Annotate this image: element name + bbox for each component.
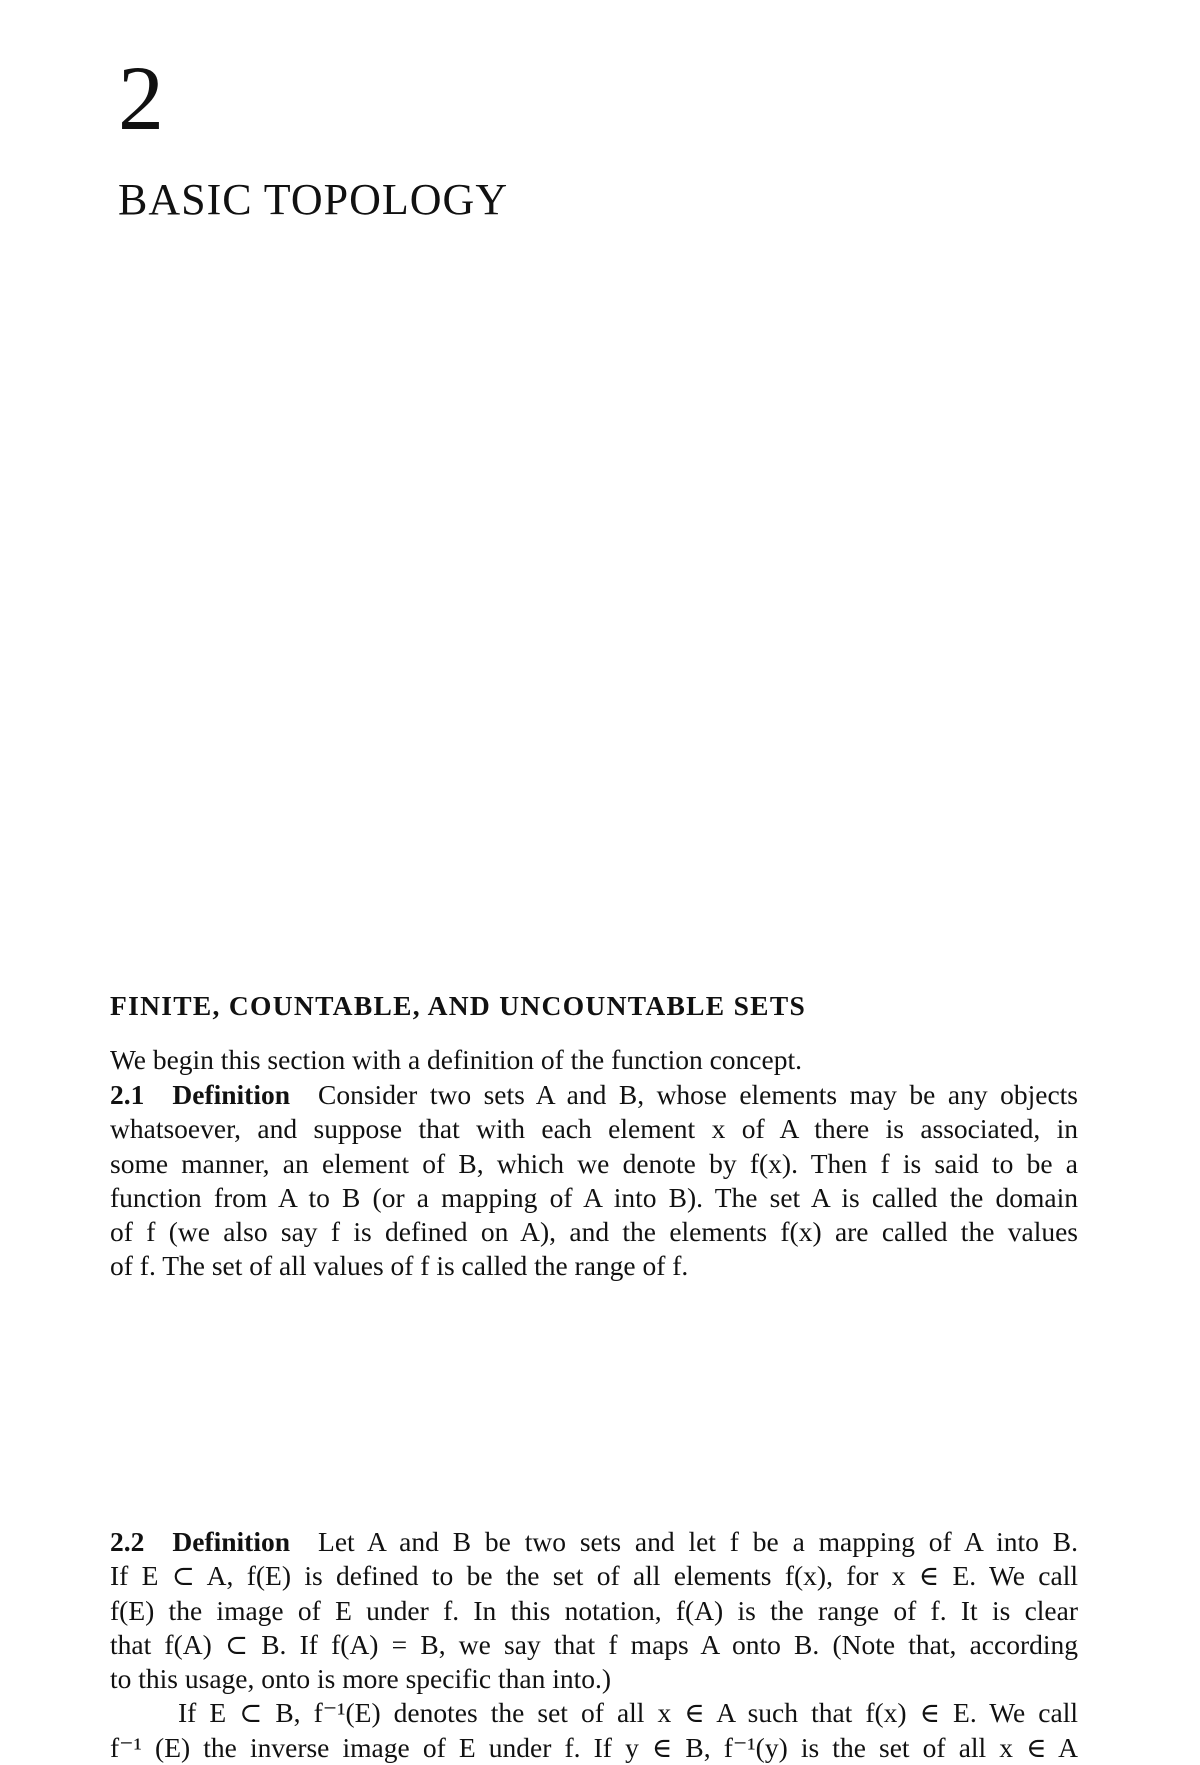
chapter-number: 2 [118,47,164,149]
definition-line: If E ⊂ B, f⁻¹(E) denotes the set of all x ∈ A such that f(x) ∈ E. We call [178,1697,1078,1729]
definition-line: function from A to B (or a mapping of A into B). The set A is called the domain [110,1181,1078,1213]
definition-line: f(E) the image of E under f. In this notation, f(A) is the range of f. It is clear [110,1594,1078,1626]
definition-2-1 [110,1078,1078,1284]
definition-line: some manner, an element of B, which we denote by f(x). Then f is said to be a [110,1147,1078,1179]
definition-label: Definition [172,1079,291,1110]
definition-text: Consider two sets A and B, whose elements may be any objects [318,1079,1078,1110]
definition-line: that f(A) ⊂ B. If f(A) = B, we say that f maps A onto B. (Note that, according [110,1628,1078,1660]
definition-line: of f (we also say f is defined on A), and the elements f(x) are called the values [110,1216,1078,1248]
definition-line: of f. The set of all values of f is called the range of f. [110,1250,689,1282]
definition-line: If E ⊂ A, f(E) is defined to be the set of all elements f(x), for x ∈ E. We call [110,1560,1078,1592]
definition-line: whatsoever, and suppose that with each element x of A there is associated, in [110,1113,1078,1145]
definition-line [110,1078,1078,1112]
definition-text: Let A and B be two sets and let f be a mapping of A into B. [318,1526,1078,1557]
definition-number: 2.2 [110,1526,145,1557]
chapter-title: BASIC TOPOLOGY [118,175,509,224]
section-intro: We begin this section with a definition of the function concept. [110,1044,802,1075]
definition-line: to this usage, onto is more specific than into.) [110,1663,612,1695]
definition-line: f⁻¹ (E) the inverse image of E under f. If y ∈ B, f⁻¹(y) is the set of all x ∈ A [110,1731,1078,1763]
definition-2-2 [110,1525,1078,1765]
definition-label: Definition [172,1526,291,1557]
definition-number: 2.1 [110,1079,145,1110]
section-heading: FINITE, COUNTABLE, AND UNCOUNTABLE SETS [110,990,807,1021]
definition-line [110,1525,1078,1559]
